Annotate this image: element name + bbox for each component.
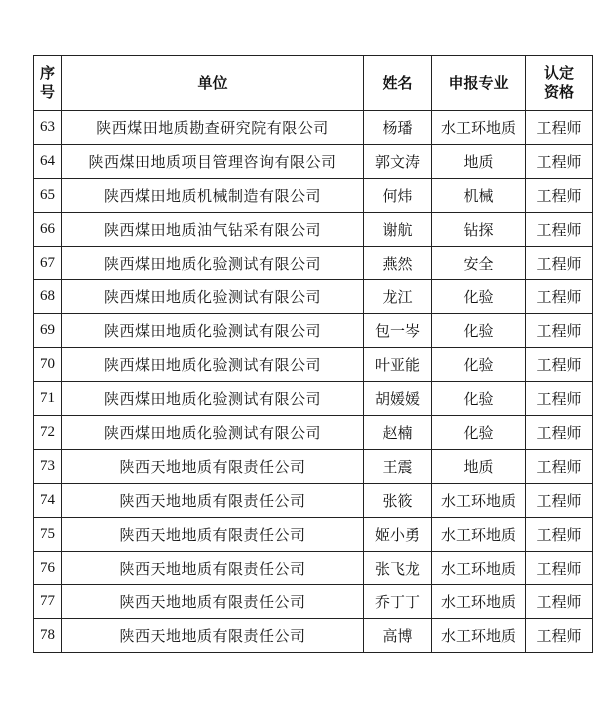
cell-name: 高博 [364,619,432,653]
cell-name: 郭文涛 [364,144,432,178]
cell-serial-number: 71 [34,382,62,416]
cell-unit: 陕西天地地质有限责任公司 [62,483,364,517]
cell-name: 叶亚能 [364,348,432,382]
cell-serial-number: 76 [34,551,62,585]
qualification-table [33,55,593,653]
cell-major: 水工环地质 [432,585,526,619]
cell-unit: 陕西煤田地质化验测试有限公司 [62,382,364,416]
header-unit: 单位 [62,56,364,111]
cell-name: 龙江 [364,280,432,314]
cell-unit: 陕西天地地质有限责任公司 [62,619,364,653]
cell-name: 赵楠 [364,416,432,450]
cell-name: 谢航 [364,212,432,246]
cell-serial-number: 78 [34,619,62,653]
header-serial-number: 序 号 [34,56,62,111]
header-qualification: 认定 资格 [526,56,593,111]
header-name: 姓名 [364,56,432,111]
cell-unit: 陕西天地地质有限责任公司 [62,449,364,483]
cell-qualification: 工程师 [526,416,593,450]
cell-qualification: 工程师 [526,212,593,246]
table-row [34,212,593,246]
table-row [34,314,593,348]
table-row [34,111,593,145]
table-row [34,416,593,450]
cell-serial-number: 68 [34,280,62,314]
cell-major: 地质 [432,449,526,483]
cell-serial-number: 77 [34,585,62,619]
cell-qualification: 工程师 [526,246,593,280]
cell-serial-number: 74 [34,483,62,517]
table-row [34,382,593,416]
cell-major: 机械 [432,178,526,212]
cell-unit: 陕西煤田地质勘查研究院有限公司 [62,111,364,145]
cell-major: 化验 [432,416,526,450]
table-row [34,348,593,382]
table-header-row [34,56,593,111]
cell-unit: 陕西天地地质有限责任公司 [62,551,364,585]
cell-serial-number: 63 [34,111,62,145]
cell-serial-number: 75 [34,517,62,551]
cell-major: 化验 [432,314,526,348]
cell-qualification: 工程师 [526,517,593,551]
cell-unit: 陕西煤田地质化验测试有限公司 [62,416,364,450]
cell-name: 燕然 [364,246,432,280]
header-major: 申报专业 [432,56,526,111]
cell-name: 张飞龙 [364,551,432,585]
qualification-table-container [33,55,593,653]
cell-qualification: 工程师 [526,280,593,314]
cell-major: 安全 [432,246,526,280]
cell-serial-number: 72 [34,416,62,450]
cell-qualification: 工程师 [526,585,593,619]
cell-qualification: 工程师 [526,178,593,212]
cell-unit: 陕西煤田地质化验测试有限公司 [62,280,364,314]
cell-major: 水工环地质 [432,551,526,585]
table-row [34,449,593,483]
cell-major: 水工环地质 [432,619,526,653]
cell-unit: 陕西煤田地质化验测试有限公司 [62,314,364,348]
cell-unit: 陕西煤田地质化验测试有限公司 [62,348,364,382]
cell-major: 钻探 [432,212,526,246]
cell-qualification: 工程师 [526,551,593,585]
cell-qualification: 工程师 [526,144,593,178]
cell-unit: 陕西煤田地质项目管理咨询有限公司 [62,144,364,178]
cell-name: 何炜 [364,178,432,212]
cell-name: 包一岑 [364,314,432,348]
cell-name: 杨璠 [364,111,432,145]
cell-name: 姬小勇 [364,517,432,551]
cell-major: 地质 [432,144,526,178]
cell-unit: 陕西煤田地质化验测试有限公司 [62,246,364,280]
cell-qualification: 工程师 [526,382,593,416]
cell-unit: 陕西煤田地质机械制造有限公司 [62,178,364,212]
cell-serial-number: 66 [34,212,62,246]
cell-major: 水工环地质 [432,111,526,145]
cell-major: 水工环地质 [432,517,526,551]
cell-qualification: 工程师 [526,111,593,145]
cell-serial-number: 67 [34,246,62,280]
cell-name: 胡媛媛 [364,382,432,416]
cell-major: 化验 [432,348,526,382]
table-row [34,483,593,517]
cell-qualification: 工程师 [526,483,593,517]
cell-name: 王震 [364,449,432,483]
cell-serial-number: 64 [34,144,62,178]
cell-serial-number: 69 [34,314,62,348]
cell-qualification: 工程师 [526,348,593,382]
table-row [34,517,593,551]
cell-unit: 陕西煤田地质油气钻采有限公司 [62,212,364,246]
table-row [34,551,593,585]
cell-name: 乔丁丁 [364,585,432,619]
table-row [34,246,593,280]
cell-serial-number: 73 [34,449,62,483]
cell-major: 水工环地质 [432,483,526,517]
table-row [34,585,593,619]
cell-unit: 陕西天地地质有限责任公司 [62,585,364,619]
table-row [34,144,593,178]
cell-unit: 陕西天地地质有限责任公司 [62,517,364,551]
cell-serial-number: 65 [34,178,62,212]
cell-major: 化验 [432,280,526,314]
cell-major: 化验 [432,382,526,416]
table-row [34,280,593,314]
cell-name: 张筱 [364,483,432,517]
cell-qualification: 工程师 [526,449,593,483]
cell-qualification: 工程师 [526,314,593,348]
cell-qualification: 工程师 [526,619,593,653]
table-row [34,178,593,212]
table-row [34,619,593,653]
cell-serial-number: 70 [34,348,62,382]
